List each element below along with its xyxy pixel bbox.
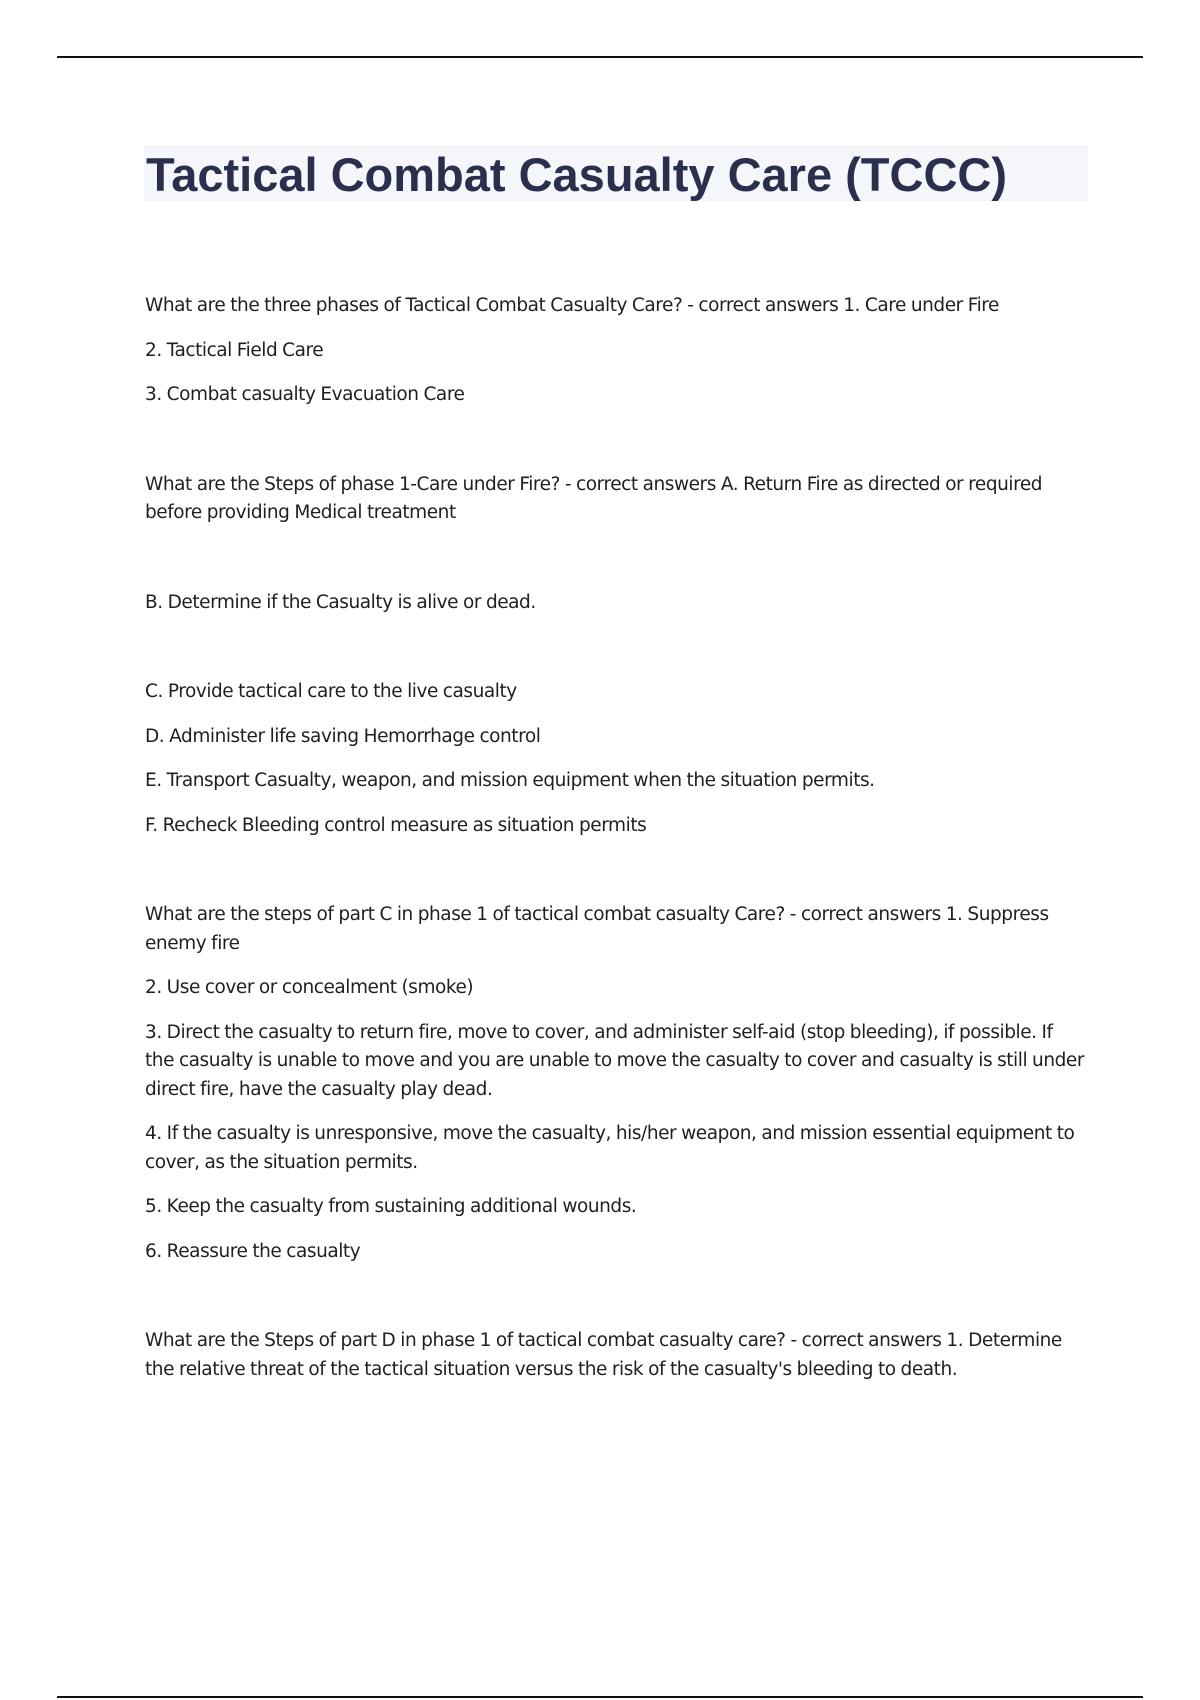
question-paragraph: What are the three phases of Tactical Combat Casualty Care? - correct answers 1. Care under Fire: [145, 295, 999, 316]
answer-paragraph: 4. If the casualty is unresponsive, move the casualty, his/her weapon, and mission essential equipment to cover, as the situation permits.: [145, 1123, 1075, 1173]
answer-line: 3. Combat casualty Evacuation Care: [145, 384, 465, 405]
paragraph-spacer: [145, 544, 1085, 589]
section-spacer: [145, 856, 1085, 901]
footer-rule: [57, 1696, 1143, 1698]
section-spacer: [145, 426, 1085, 471]
answer-line: B. Determine if the Casualty is alive or dead.: [145, 591, 536, 613]
answer-line: C. Provide tactical care to the live casualty: [145, 681, 517, 702]
answer-line: 2. Use cover or concealment (smoke): [145, 977, 474, 998]
answer-line: F. Recheck Bleeding control measure as situation permits: [145, 814, 647, 836]
question-paragraph: What are the Steps of part D in phase 1 of tactical combat casualty care? - correct answers 1. Determine the relative threat of the tactical situation versus the risk of the casualty's bleeding to death.: [145, 1330, 1062, 1380]
paragraph-spacer: [145, 633, 1085, 678]
question-paragraph: What are the steps of part C in phase 1 of tactical combat casualty Care? - correct answers 1. Suppress enemy fire: [145, 904, 1049, 954]
section-spacer: [145, 1282, 1085, 1327]
question-paragraph: What are the Steps of phase 1-Care under Fire? - correct answers A. Return Fire as directed or required before providing Medical treatment: [145, 473, 1043, 523]
title-block: [144, 145, 1088, 201]
page-title: Tactical Combat Casualty Care (TCCC): [146, 148, 1007, 201]
answer-line: 2. Tactical Field Care: [145, 339, 324, 361]
answer-paragraph: 3. Direct the casualty to return fire, move to cover, and administer self-aid (stop bleeding), if possible. If the casualty is unable to move and you are unable to move the casualty to cover and casualty is still under direct fire, have the casualty play dead.: [145, 1021, 1084, 1100]
answer-line: E. Transport Casualty, weapon, and mission equipment when the situation permits.: [145, 770, 875, 791]
document-body: [145, 292, 1085, 1400]
header-rule: [57, 56, 1143, 58]
answer-line: 6. Reassure the casualty: [145, 1240, 361, 1262]
answer-line: 5. Keep the casualty from sustaining additional wounds.: [145, 1196, 637, 1217]
answer-line: D. Administer life saving Hemorrhage control: [145, 725, 541, 747]
